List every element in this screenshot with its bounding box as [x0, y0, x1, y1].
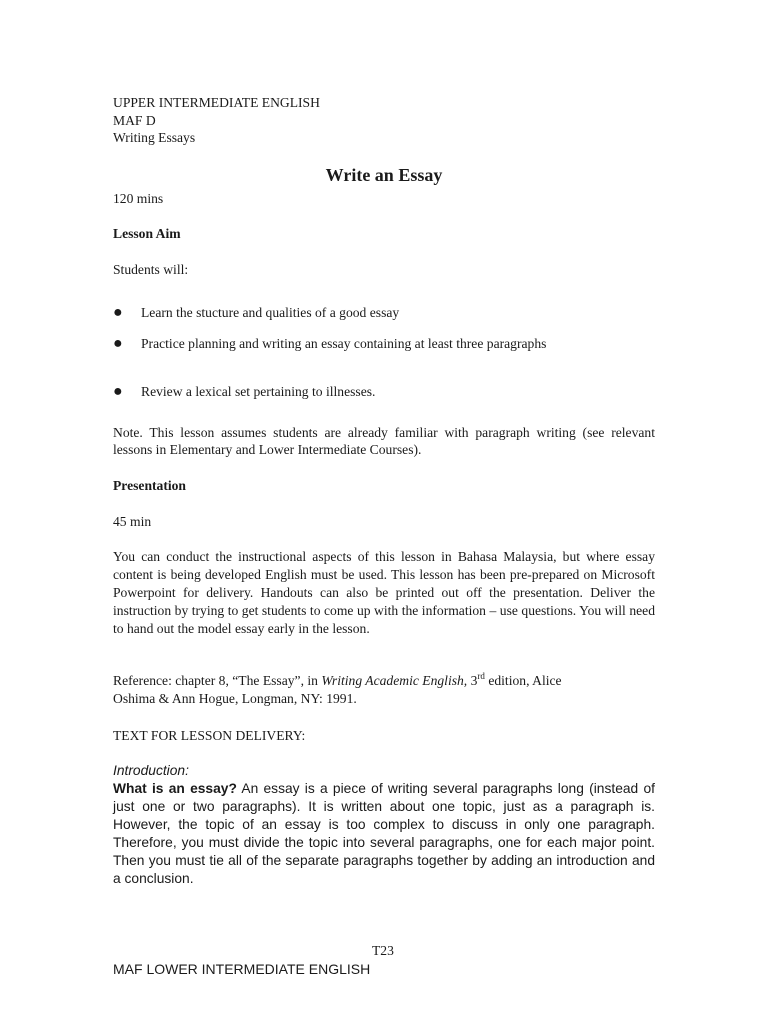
header-code: MAF D: [113, 112, 156, 128]
page-title: Write an Essay: [325, 165, 443, 185]
reference-edition: 3: [467, 673, 478, 688]
reference-book-title: Writing Academic English,: [321, 673, 468, 688]
reference-line-2: Oshima & Ann Hogue, Longman, NY: 1991.: [113, 691, 357, 706]
bullet-icon: ●: [113, 335, 123, 352]
header-topic: Writing Essays: [113, 130, 196, 145]
list-item: [113, 304, 655, 321]
presentation-heading: Presentation: [113, 478, 186, 493]
note-paragraph: Note. This lesson assumes students are already familiar with paragraph writing (see relevant lessons in Elementary and Lower Intermediate Courses).: [113, 425, 655, 457]
list-item-text: Practice planning and writing an essay containing at least three paragraphs: [141, 336, 547, 351]
introduction-label: Introduction:: [113, 763, 189, 778]
presentation-paragraph: You can conduct the instructional aspects of this lesson in Bahasa Malaysia, but where essay content is being developed English must be used. This lesson has been pre-prepared on Microsoft Powerpoint for delivery. Handouts can also be printed out off the presentation. Deliver the instruction by trying to get students to come up with the information – use questions. You will need to hand out the model essay early in the lesson.: [113, 549, 655, 636]
reference-prefix: Reference: chapter 8, “The Essay”, in: [113, 673, 322, 688]
document-header: [113, 94, 655, 147]
reference-authors-start: edition, Alice: [484, 673, 562, 688]
reference-edition-suffix: rd: [477, 671, 485, 681]
intro-question: What is an essay?: [113, 781, 237, 796]
list-item: [113, 335, 655, 352]
bullet-icon: ●: [113, 304, 123, 321]
list-item-text: Review a lexical set pertaining to illnesses.: [141, 384, 376, 399]
list-item-text: Learn the stucture and qualities of a good essay: [141, 305, 400, 320]
list-item: [113, 383, 655, 400]
students-will-label: Students will:: [113, 262, 189, 277]
reference-citation: [113, 672, 655, 708]
bullet-icon: ●: [113, 383, 123, 400]
page-number: T23: [372, 943, 394, 958]
intro-body: An essay is a piece of writing several paragraphs long (instead of just one or two paragraphs). It is written about one topic, just as a paragraph is. However, the topic of an essay is too complex to discuss in only one paragraph. Therefore, you must divide the topic into several paragraphs, one for each major point. Then you must tie all of the separate paragraphs together by adding an introduction and a conclusion.: [113, 781, 655, 886]
footer-course: MAF LOWER INTERMEDIATE ENGLISH: [113, 961, 371, 977]
lesson-duration: 120 mins: [113, 191, 164, 206]
introduction-paragraph: [113, 780, 655, 888]
header-course: UPPER INTERMEDIATE ENGLISH: [113, 95, 320, 110]
lesson-aim-heading: Lesson Aim: [113, 226, 181, 241]
presentation-time: 45 min: [113, 514, 152, 529]
text-for-delivery-label: TEXT FOR LESSON DELIVERY:: [113, 728, 306, 743]
